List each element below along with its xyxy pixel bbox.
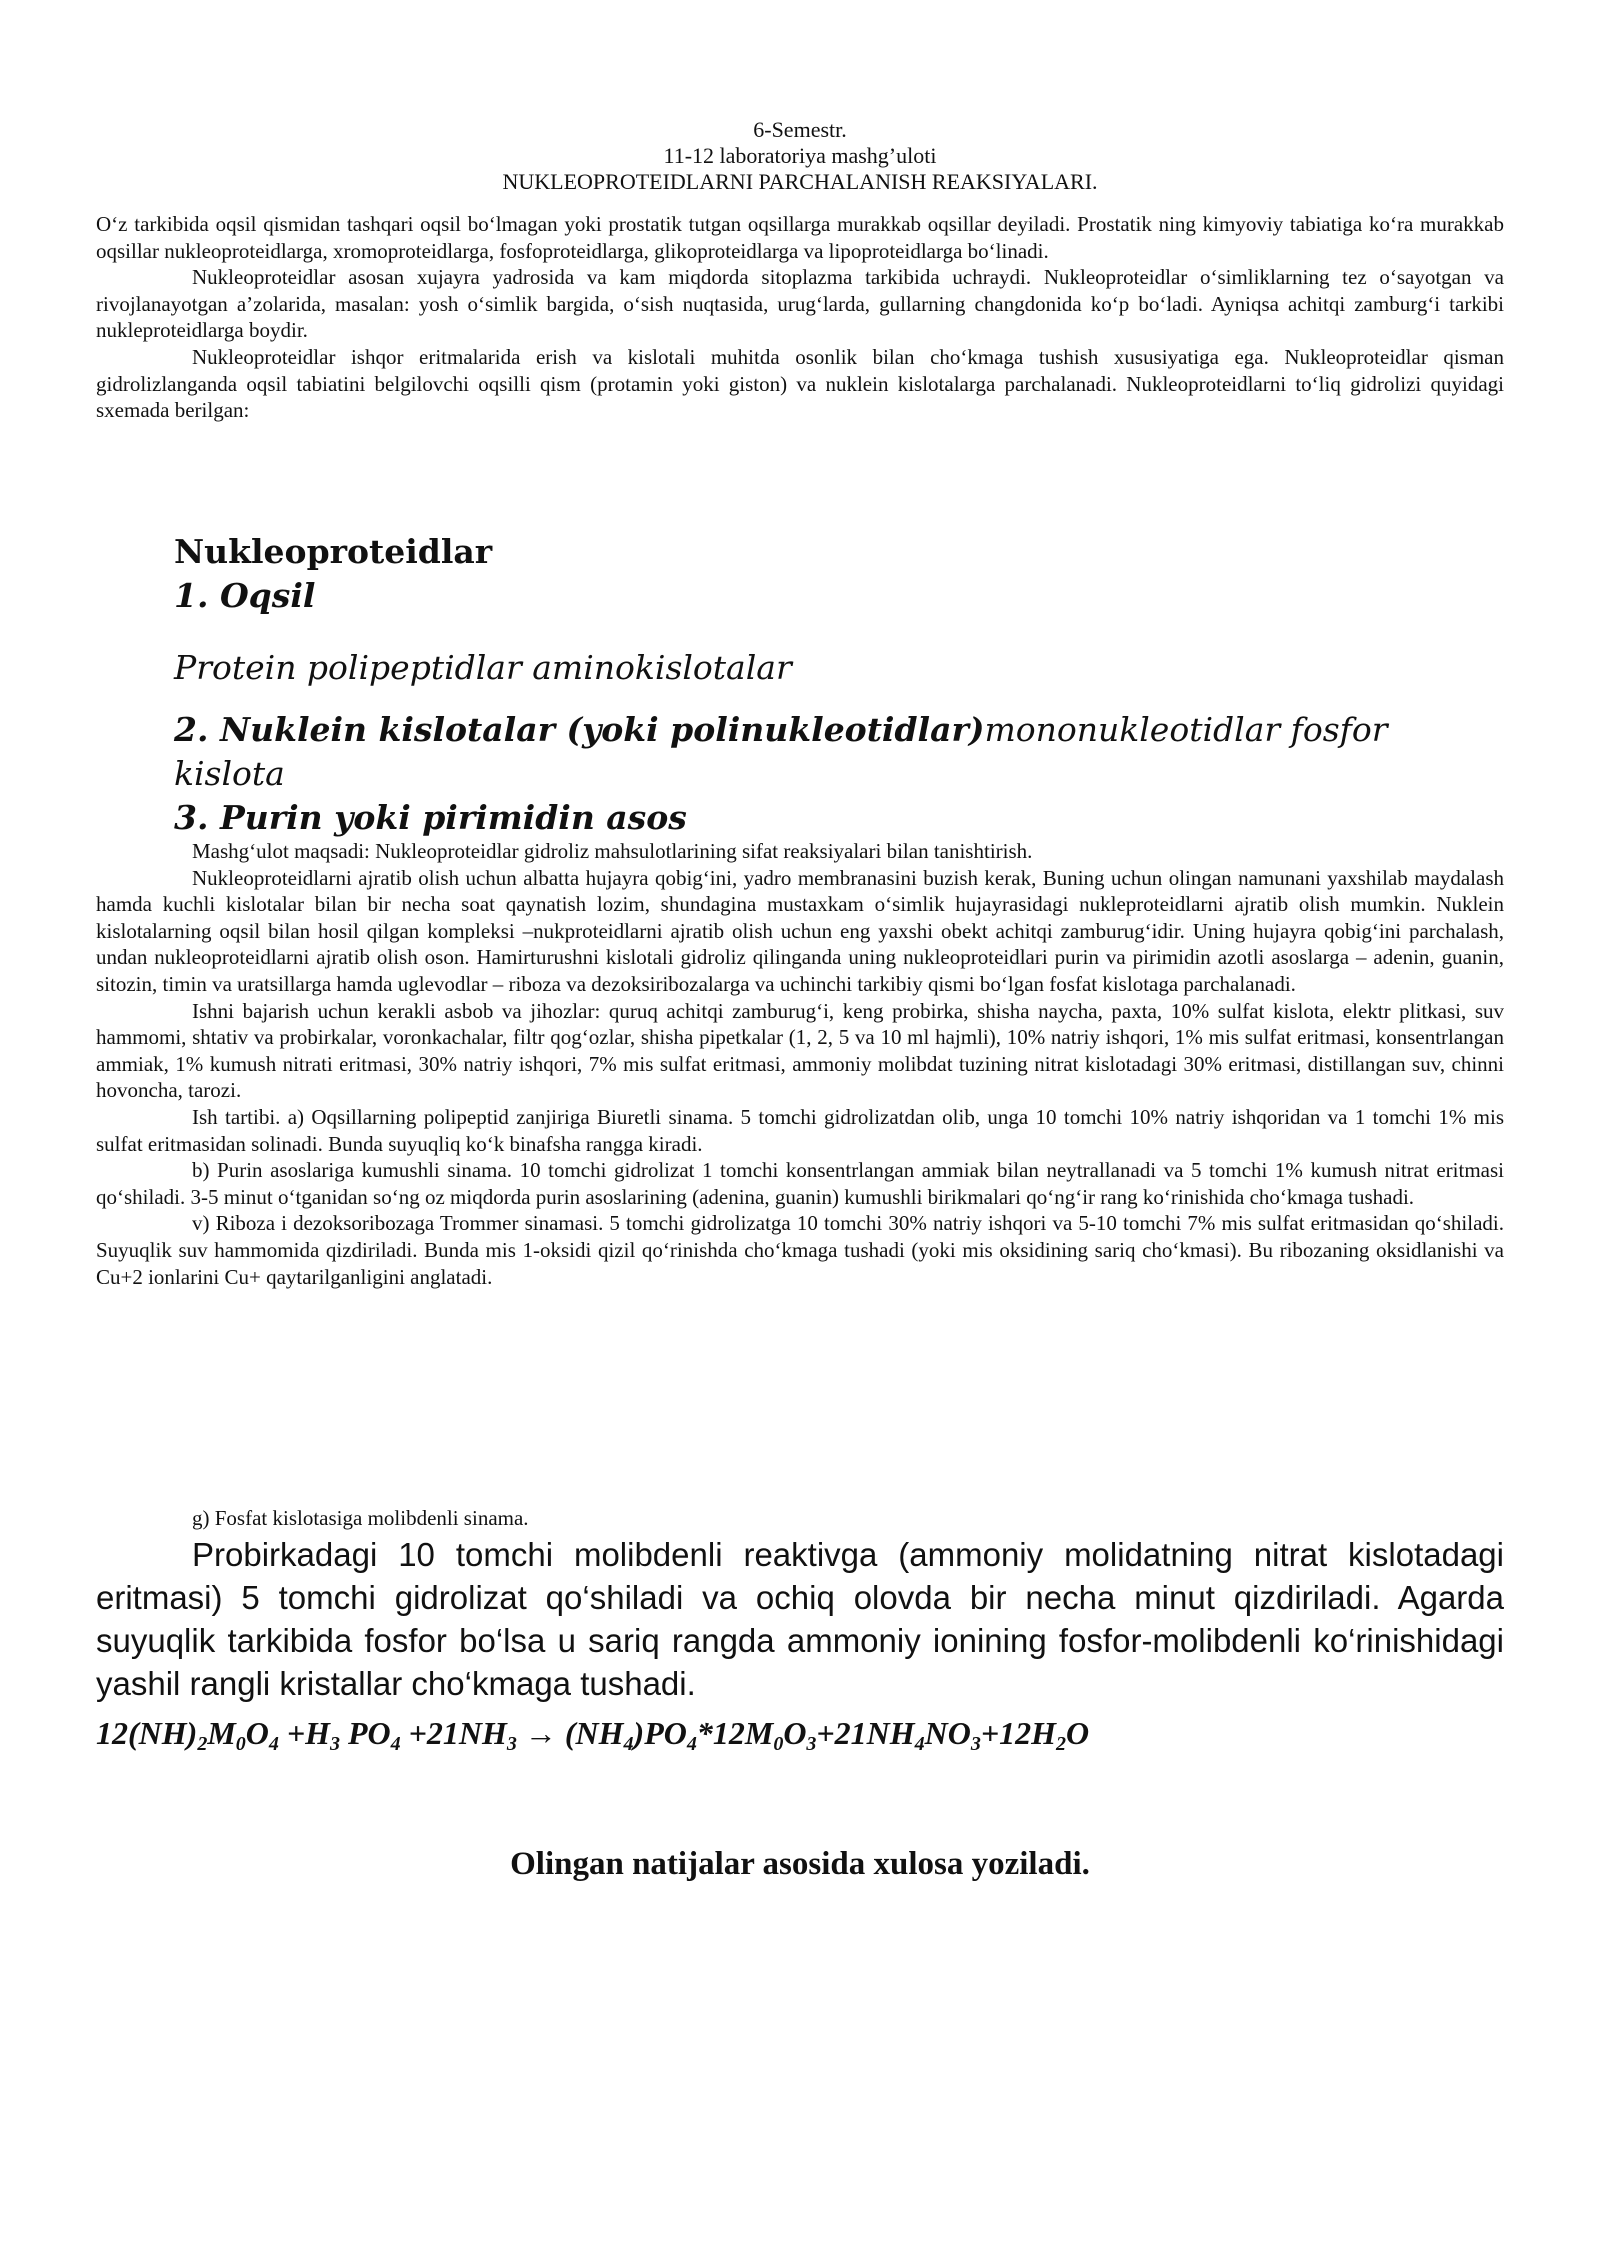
intro-paragraph-1: O‘z tarkibida oqsil qismidan tashqari oqsil bo‘lmagan yoki prostatik tutgan oqsillarga murakkab oqsillar deyiladi. Prostatik ning kimyoviy tabiatiga ko‘ra murakkab oqsillar nukleoproteidlarga, xromoproteidlarga, fosfoproteidlarga, glikoproteidlarga va lipoproteidlarga bo‘linadi. bbox=[96, 212, 1504, 263]
procedure-section bbox=[96, 838, 1504, 1290]
semester-label: 6-Semestr. bbox=[753, 117, 847, 142]
phosphate-heading bbox=[96, 1505, 1504, 1532]
scheme-item-3: 3. Purin yoki pirimidin asos bbox=[174, 798, 687, 837]
extraction-paragraph: Nukleoproteidlarni ajratib olish uchun albatta hujayra qobig‘ini, yadro membranasini buzish kerak, Buning uchun olingan namunani yaxshilab maydalash hamda kuchli kislotalar bilan bir necha soat qaynatish lozim, shundagina mustaxkam o‘simlik hujayrasidagi nukleproteidlarni ajratib olish mumkin. Nuklein kislotalarning oqsil bilan hosil qilgan kompleksi –nukproteidlarni ajratib olish uchun eng yaxshi obekt achitqi zamburug‘idir. Uning hujayra qobig‘ini parchalash, undan nukleoproteidlarni ajratib olish oson. Hamirturushni kislotali gidroliz qilinganda uning nukleoproteidlari purin va pirimidin azotli asoslarga – adenin, guanin, sitozin, timin va uratsillarga hamda uglevodlar – riboza va dezoksiribozalarga va uchinchi tarkibiy qismi bo‘lgan fosfat kislotaga parchalanadi. bbox=[96, 865, 1504, 996]
phosphate-text-block bbox=[96, 1533, 1504, 1705]
intro-paragraph-2: Nukleoproteidlar asosan xujayra yadrosida va kam miqdorda sitoplazma tarkibida uchraydi. Nukleoproteidlar o‘simliklarning tez o‘sayotgan va rivojlanayotgan a’zolarida, masalan: yosh o‘simlik bargida, o‘sish nuqtasida, urug‘larda, gullarning changdonida ko‘p bo‘ladi. Ayniqsa achitqi zamburg‘i tarkibi nukleproteidlarga boydir. bbox=[96, 265, 1504, 343]
scheme-item-1-products: Protein polipeptidlar aminokislotalar bbox=[174, 648, 792, 687]
intro-section bbox=[96, 211, 1504, 424]
biuret-test-paragraph: Ish tartibi. a) Oqsillarning polipeptid zanjiriga Biuretli sinama. 5 tomchi gidrolizatdan olib, unga 10 tomchi 10% natriy ishqoridan va 1 tomchi 1% mis sulfat eritmasidan solinadi. Bunda suyuqliq ko‘k binafsha rangga kiradi. bbox=[96, 1104, 1504, 1156]
conclusion-text: Olingan natijalar asosida xulosa yoziladi. bbox=[510, 1846, 1090, 1882]
reaction-formula: $12(NH)_2M_0O_4 +H_3$ $PO_4 +21NH_3 \to (NH_4)PO_4*12M_0O_3+21NH_4NO_3+12H_2O$ bbox=[96, 1715, 1090, 1755]
document-title: NUKLEOPROTEIDLARNI PARCHALANISH REAKSIYALARI. bbox=[502, 169, 1098, 194]
scheme-item-2-products: mononukleotidlar fosfor kislota bbox=[174, 710, 1388, 793]
intro-paragraph-3: Nukleoproteidlar ishqor eritmalarida erish va kislotali muhitda osonlik bilan cho‘kmaga tushish xususiyatiga ega. Nukleoproteidlar qisman gidrolizlanganda oqsil tabiatini belgilovchi oqsilli qism (protamin yoki giston) va nuklein kislotalarga parchalanadi. Nukleoproteidlarni to‘liq gidrolizi quyidagi sxemada berilgan: bbox=[96, 344, 1504, 423]
equipment-paragraph: Ishni bajarish uchun kerakli asbob va jihozlar: quruq achitqi zamburug‘i, keng probirka, shisha naycha, paxta, 10% sulfat kislota, elektr plitkasi, suv hammomi, shtativ va probirkalar, voronkachalar, filtr qog‘ozlar, shisha pipetkalar (1, 2, 5 va 10 ml hajmli), 10% natriy ishqori, 1% mis sulfat eritmasi, konsentrlangan ammiak, 1% kumush nitrati eritmasi, 30% natriy ishqori, 7% mis sulfat eritmasi, ammoniy molibdat tuzining nitrat kislotadagi 30% eritmasi, distillangan suv, chinni hovoncha, tarozi. bbox=[96, 998, 1504, 1103]
scheme-item-1: 1. Oqsil bbox=[174, 576, 316, 615]
goal-paragraph: Mashg‘ulot maqsadi: Nukleoproteidlar gidroliz mahsulotlarining sifat reaksiyalari bilan tanishtirish. bbox=[192, 839, 1033, 863]
scheme-item-2 bbox=[174, 708, 1474, 796]
purine-test-paragraph: b) Purin asoslariga kumushli sinama. 10 tomchi gidrolizat 1 tomchi konsentrlangan ammiak bilan neytrallanadi va 5 tomchi 1% kumush nitrat eritmasi qo‘shiladi. 3-5 minut o‘tganidan so‘ng oz miqdorda purin asoslarining (adenina, guanin) kumushli birikmalari qo‘ng‘ir rang ko‘rinishida cho‘kmaga tushadi. bbox=[96, 1158, 1504, 1209]
phosphate-heading-text: g) Fosfat kislotasiga molibdenli sinama. bbox=[192, 1506, 529, 1530]
phosphate-text: Probirkadagi 10 tomchi molibdenli reaktivga (ammoniy molidatning nitrat kislotadagi eritmasi) 5 tomchi gidrolizat qo‘shiladi va ochiq olovda bir necha minut qizdiriladi. Agarda suyuqlik tarkibida fosfor bo‘lsa u sariq rangda ammoniy ionining fosfor-molibdenli ko‘rinishidagi yashil rangli kristallar cho‘kmaga tushadi. bbox=[96, 1536, 1504, 1702]
scheme-title: Nukleoproteidlar bbox=[174, 532, 493, 571]
scheme-item-2-title: 2. Nuklein kislotalar (yoki polinukleotidlar) bbox=[174, 710, 985, 749]
hydrolysis-scheme bbox=[174, 530, 1474, 840]
trommer-test-paragraph: v) Riboza i dezoksoribozaga Trommer sinamasi. 5 tomchi gidrolizatga 10 tomchi 30% natriy ishqori va 5-10 tomchi 7% mis sulfat eritmasidan qo‘shiladi. Suyuqlik suv hammomida qizdiriladi. Bunda mis 1-oksidi qizil qo‘rinishda cho‘kmaga tushadi (yoki mis oksidining sariq cho‘kmasi). Bu ribozaning oksidlanishi va Cu+2 ionlarini Cu+ qaytarilganligini anglatadi. bbox=[96, 1211, 1504, 1289]
document-header bbox=[0, 117, 1600, 195]
lab-label: 11-12 laboratoriya mashg’uloti bbox=[663, 143, 937, 168]
